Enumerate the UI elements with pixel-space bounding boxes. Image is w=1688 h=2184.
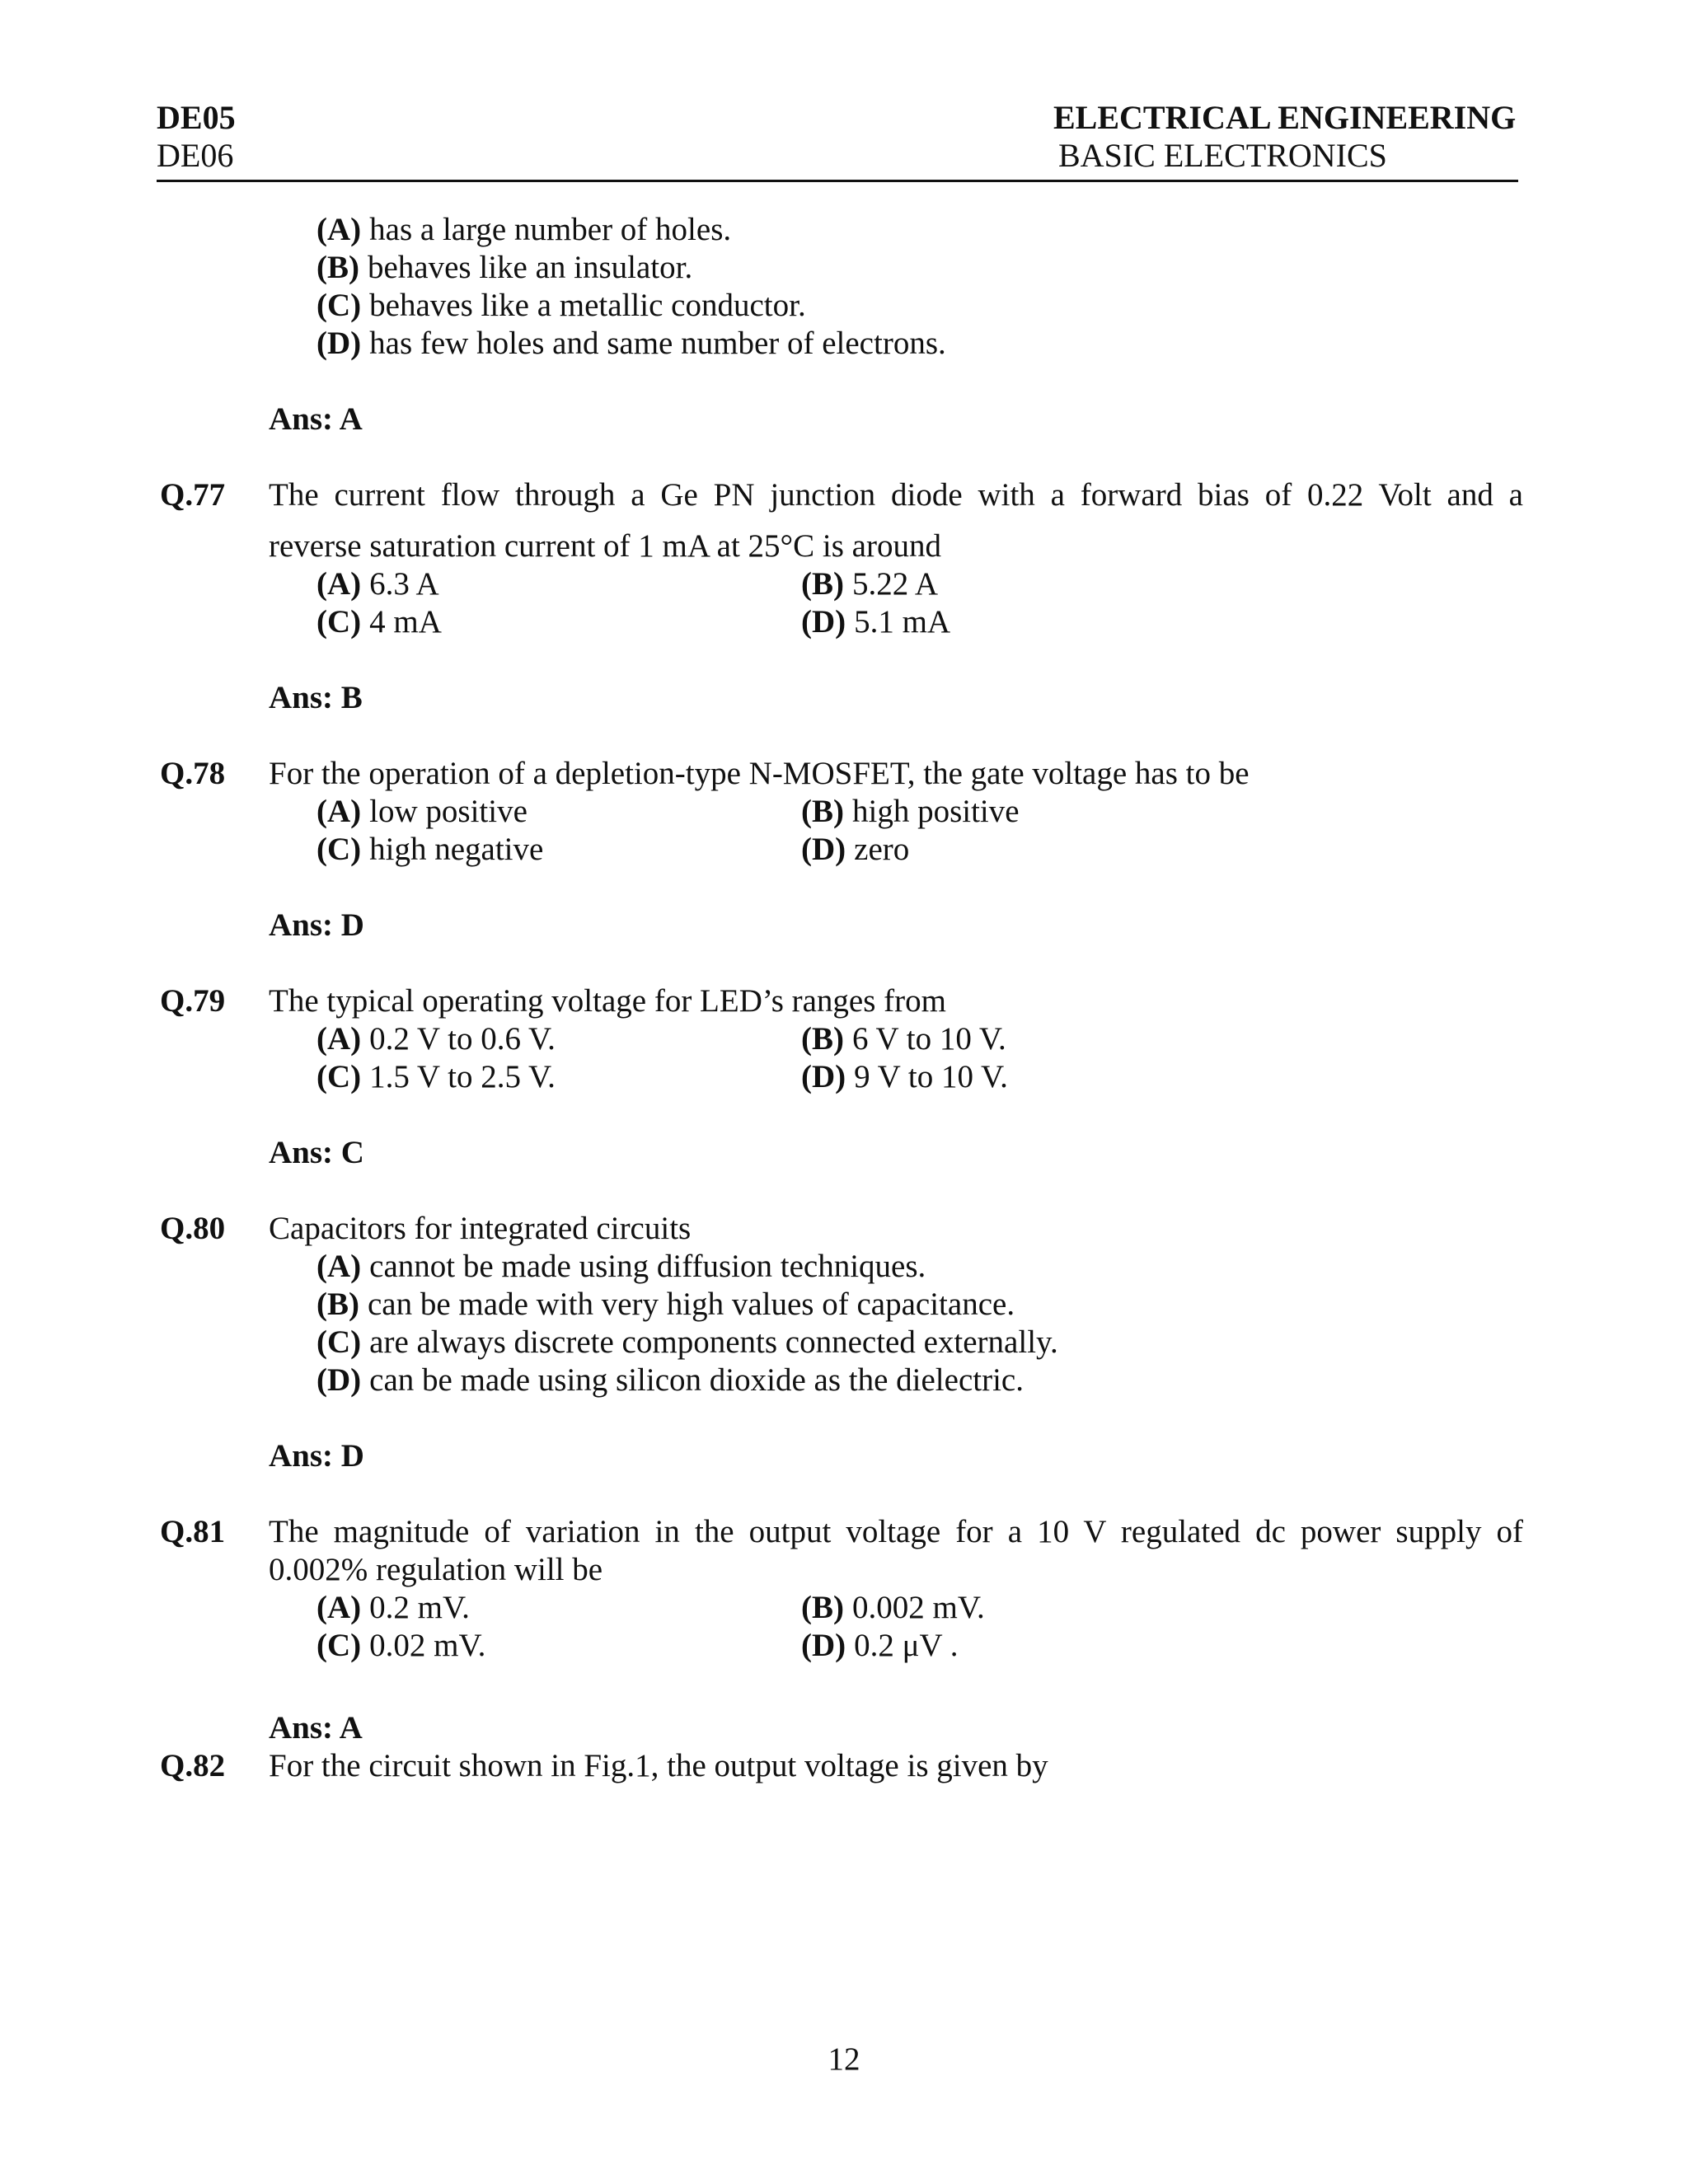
option-text: 0.02 mV. [369, 1628, 486, 1663]
option-text: 1.5 V to 2.5 V. [369, 1059, 556, 1094]
option-label: (B) [801, 1021, 844, 1057]
option-text: behaves like an insulator. [368, 250, 693, 285]
question-number-82: Q.82 [160, 1748, 226, 1783]
q78-answer: Ans: D [269, 907, 364, 943]
option-text: low positive [369, 794, 528, 829]
q78-option-b [801, 793, 1020, 831]
q77-option-c [316, 603, 442, 641]
option-text: can be made using silicon dioxide as the dielectric. [369, 1362, 1024, 1398]
question-text-77-line2: reverse saturation current of 1 mA at 25°C is around [269, 528, 941, 564]
header-code-2: DE06 [157, 137, 234, 174]
q79-option-b [801, 1020, 1006, 1058]
question-text-77-line1: The current flow through a Ge PN junction diode with a forward bias of 0.22 Volt and a [269, 477, 1523, 513]
header-paper: BASIC ELECTRONICS [1058, 137, 1387, 174]
option-label: (B) [801, 1590, 844, 1625]
option-text: cannot be made using diffusion techniques. [369, 1249, 926, 1284]
q79-option-d [801, 1058, 1008, 1096]
q81-option-a [316, 1589, 470, 1627]
q78-option-c [316, 831, 543, 869]
prev-answer: Ans: A [269, 401, 363, 437]
option-text: 0.002 mV. [852, 1590, 985, 1625]
prev-option-d [316, 325, 946, 363]
prev-option-a [316, 211, 731, 249]
header-code-1: DE05 [157, 99, 236, 136]
option-label: (D) [316, 1362, 362, 1398]
q81-option-b [801, 1589, 985, 1627]
option-label: (C) [316, 1628, 362, 1663]
option-label: (A) [316, 794, 362, 829]
option-text: zero [854, 832, 910, 867]
question-text-80: Capacitors for integrated circuits [269, 1211, 692, 1246]
option-label: (C) [316, 1059, 362, 1094]
header-subject: ELECTRICAL ENGINEERING [1053, 99, 1517, 136]
q80-option-b [316, 1286, 1015, 1324]
option-label: (D) [316, 326, 362, 361]
q78-option-a [316, 793, 528, 831]
option-text: behaves like a metallic conductor. [369, 288, 806, 323]
option-label: (D) [801, 1628, 846, 1663]
option-label: (D) [801, 604, 846, 640]
question-text-81-line1: The magnitude of variation in the output voltage for a 10 V regulated dc power supply of [269, 1514, 1523, 1549]
q81-answer: Ans: A [269, 1710, 363, 1746]
option-text: has a large number of holes. [369, 212, 732, 247]
q77-answer: Ans: B [269, 680, 363, 715]
option-label: (A) [316, 1249, 362, 1284]
q81-option-d [801, 1627, 959, 1665]
question-text-78: For the operation of a depletion-type N-MOSFET, the gate voltage has to be [269, 756, 1250, 791]
option-text: 6 V to 10 V. [852, 1021, 1006, 1057]
question-text-81-line2: 0.002% regulation will be [269, 1552, 603, 1587]
option-label: (B) [316, 250, 359, 285]
option-label: (C) [316, 288, 362, 323]
option-label: (B) [801, 566, 844, 602]
q80-option-d [316, 1361, 1024, 1399]
option-text: high negative [369, 832, 544, 867]
question-number-77: Q.77 [160, 477, 226, 513]
option-text: 4 mA [369, 604, 442, 640]
option-label: (B) [801, 794, 844, 829]
option-text: can be made with very high values of capacitance. [368, 1286, 1015, 1322]
option-label: (C) [316, 1324, 362, 1360]
prev-option-c [316, 287, 806, 325]
option-text: 0.2 μV . [854, 1628, 959, 1663]
option-text: high positive [852, 794, 1020, 829]
page-number: 12 [828, 2041, 860, 2077]
question-number-78: Q.78 [160, 756, 226, 791]
option-label: (C) [316, 604, 362, 640]
option-label: (B) [316, 1286, 359, 1322]
q80-answer: Ans: D [269, 1438, 364, 1474]
q79-answer: Ans: C [269, 1135, 364, 1170]
prev-option-b [316, 249, 692, 287]
q77-option-b [801, 565, 938, 603]
q81-option-c [316, 1627, 485, 1665]
question-number-79: Q.79 [160, 983, 226, 1019]
option-text: 0.2 mV. [369, 1590, 470, 1625]
option-label: (C) [316, 832, 362, 867]
question-number-81: Q.81 [160, 1514, 226, 1549]
option-label: (A) [316, 212, 362, 247]
option-text: 9 V to 10 V. [854, 1059, 1008, 1094]
option-text: 5.1 mA [854, 604, 951, 640]
option-text: 0.2 V to 0.6 V. [369, 1021, 556, 1057]
question-text-79: The typical operating voltage for LED’s ranges from [269, 983, 946, 1019]
q79-option-a [316, 1020, 556, 1058]
q77-option-d [801, 603, 950, 641]
q80-option-a [316, 1248, 926, 1286]
option-label: (A) [316, 1021, 362, 1057]
option-label: (A) [316, 1590, 362, 1625]
header-rule [157, 180, 1518, 182]
q77-option-a [316, 565, 439, 603]
option-label: (D) [801, 832, 846, 867]
option-label: (A) [316, 566, 362, 602]
option-text: 5.22 A [852, 566, 939, 602]
q79-option-c [316, 1058, 556, 1096]
option-text: has few holes and same number of electrons. [369, 326, 946, 361]
question-text-82: For the circuit shown in Fig.1, the output voltage is given by [269, 1748, 1048, 1783]
q80-option-c [316, 1324, 1058, 1361]
option-label: (D) [801, 1059, 846, 1094]
option-text: are always discrete components connected externally. [369, 1324, 1058, 1360]
option-text: 6.3 A [369, 566, 439, 602]
question-number-80: Q.80 [160, 1211, 226, 1246]
q78-option-d [801, 831, 909, 869]
